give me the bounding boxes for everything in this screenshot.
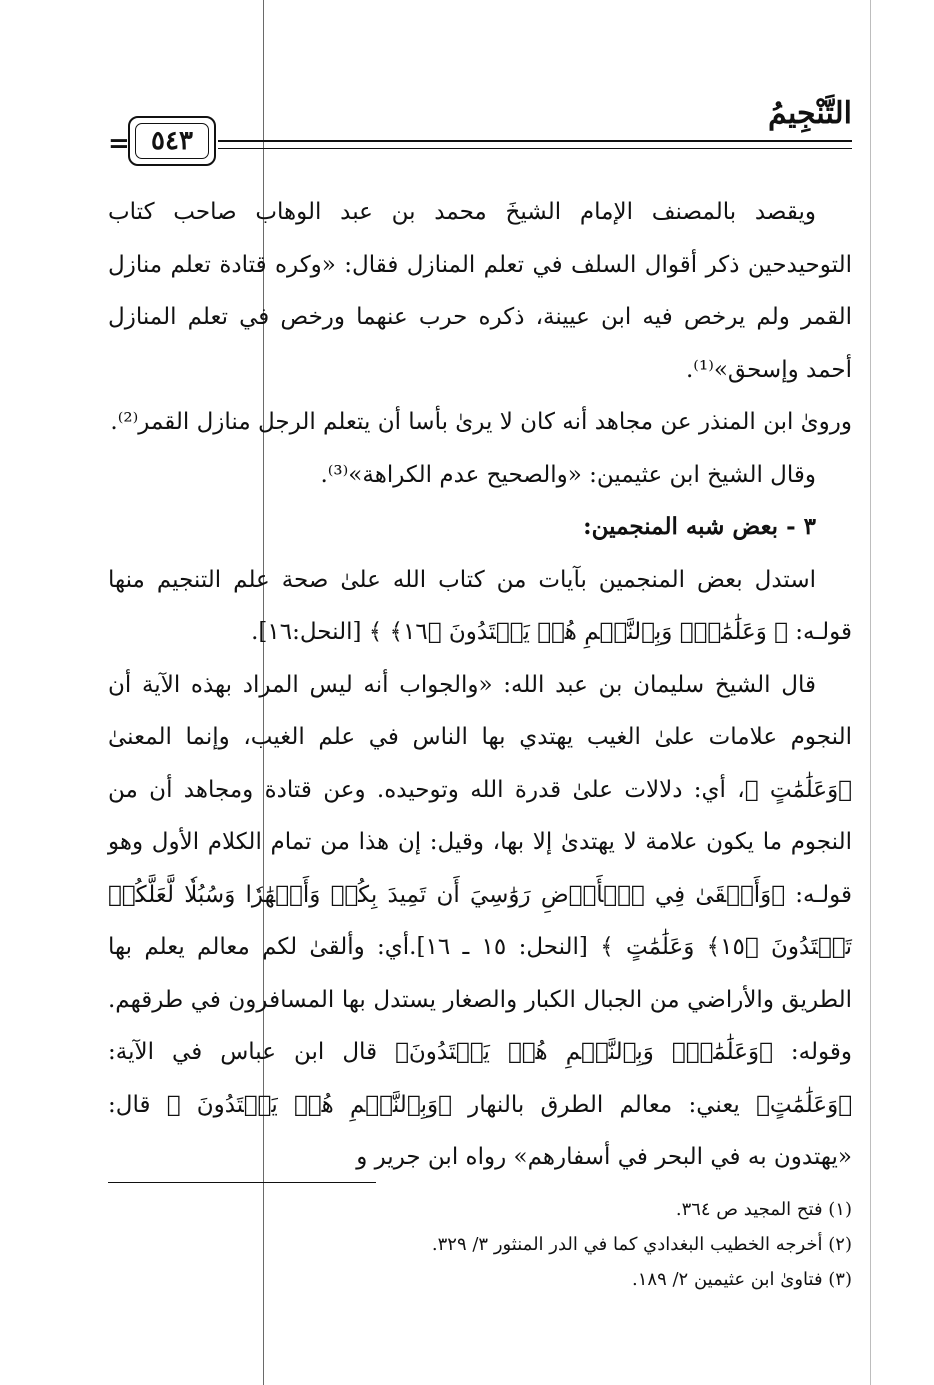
footnote-rule: [108, 1182, 376, 1183]
paragraph: وروىٰ ابن المنذر عن مجاهد أنه كان لا يرىٰ بأسا أن يتعلم الرجل منازل القمر⁽²⁾.: [110, 409, 852, 435]
footnote: (١) فتح المجيد ص ٣٦٤.: [675, 1199, 852, 1220]
paragraph: استدل بعض المنجمين بآيات من كتاب الله علىٰ صحة علم التنجيم منها قولـه: ﴿ وَعَلَٰمَٰتٍۚ وَبِٱلنَّجۡمِ هُمۡ يَهۡتَدُونَ ﴿١٦﴾ ﴾ [النحل:١٦].: [108, 566, 852, 645]
chapter-title: التَّنْجِيمُ: [768, 96, 852, 131]
header-ornament: =: [108, 129, 130, 159]
page-number: ٥٤٣: [135, 123, 209, 159]
footnote: (٢) أخرجه الخطيب البغدادي كما في الدر المنثور ٣/ ٣٢٩.: [431, 1234, 852, 1255]
paragraph: قال الشيخ سليمان بن عبد الله: «والجواب أنه ليس المراد بهذه الآية أن النجوم علامات علىٰ الغيب يهتدي بها الناس في علم الغيب، وإنما المعنىٰ ﴿وَعَلَٰمَٰتٍ ﴾، أي: دلالات علىٰ قدرة الله وتوحيده. وعن قتادة ومجاهد أن من النجوم ما يكون علامة لا يهتدىٰ إلا بها، وقيل: إن هذا من تمام الكلام الأول وهو قولـه: ﴿وَأَلۡقَىٰ فِي ٱلۡأَرۡضِ رَوَٰسِيَ أَن تَمِيدَ بِكُمۡ وَأَنۡهَٰرٗا وَسُبُلٗا لَّعَلَّكُمۡ تَهۡتَدُونَ ﴿١٥﴾ وَعَلَٰمَٰتٍ ﴾ [النحل: ١٥ ـ ١٦].أي: وألقىٰ لكم معالم يعلم بها الطريق والأراضي من الجبال الكبار والصغار يستدل بها المسافرون في طرقهم. وقوله: ﴿وَعَلَٰمَٰتٍۚ وَبِٱلنَّجۡمِ هُمۡ يَهۡتَدُونَ﴾ قال ابن عباس في الآية: ﴿وَعَلَٰمَٰتٍ﴾ يعني: معالم الطرق بالنهار ﴿وَبِٱلنَّجۡمِ هُمۡ يَهۡتَدُونَ ﴾ قال: «يهتدون به في البحر في أسفارهم» رواه ابن جرير و: [108, 671, 852, 1170]
section-heading: ٣ - بعض شبه المنجمين:: [583, 513, 816, 540]
footnotes: [108, 1192, 852, 1297]
page-header: [108, 96, 852, 176]
footnote: (٣) فتاوىٰ ابن عثيمين ٢/ ١٨٩.: [632, 1269, 852, 1290]
scan-margin-line-right: [870, 0, 871, 1385]
main-text: [108, 186, 852, 1184]
paragraph: وقال الشيخ ابن عثيمين: «والصحيح عدم الكراهة»⁽³⁾.: [320, 461, 816, 488]
paragraph: ويقصد بالمصنف الإمام الشيخَ محمد بن عبد الوهاب صاحب كتاب التوحيدحين ذكر أقوال السلف في تعلم المنازل فقال: «وكره قتادة تعلم منازل القمر ولم يرخص فيه ابن عيينة، ذكره حرب عنهما ورخص في تعلم المنازل أحمد وإسحق»⁽¹⁾.: [108, 199, 852, 383]
page-number-box: [128, 116, 216, 166]
header-rule: [218, 140, 852, 149]
